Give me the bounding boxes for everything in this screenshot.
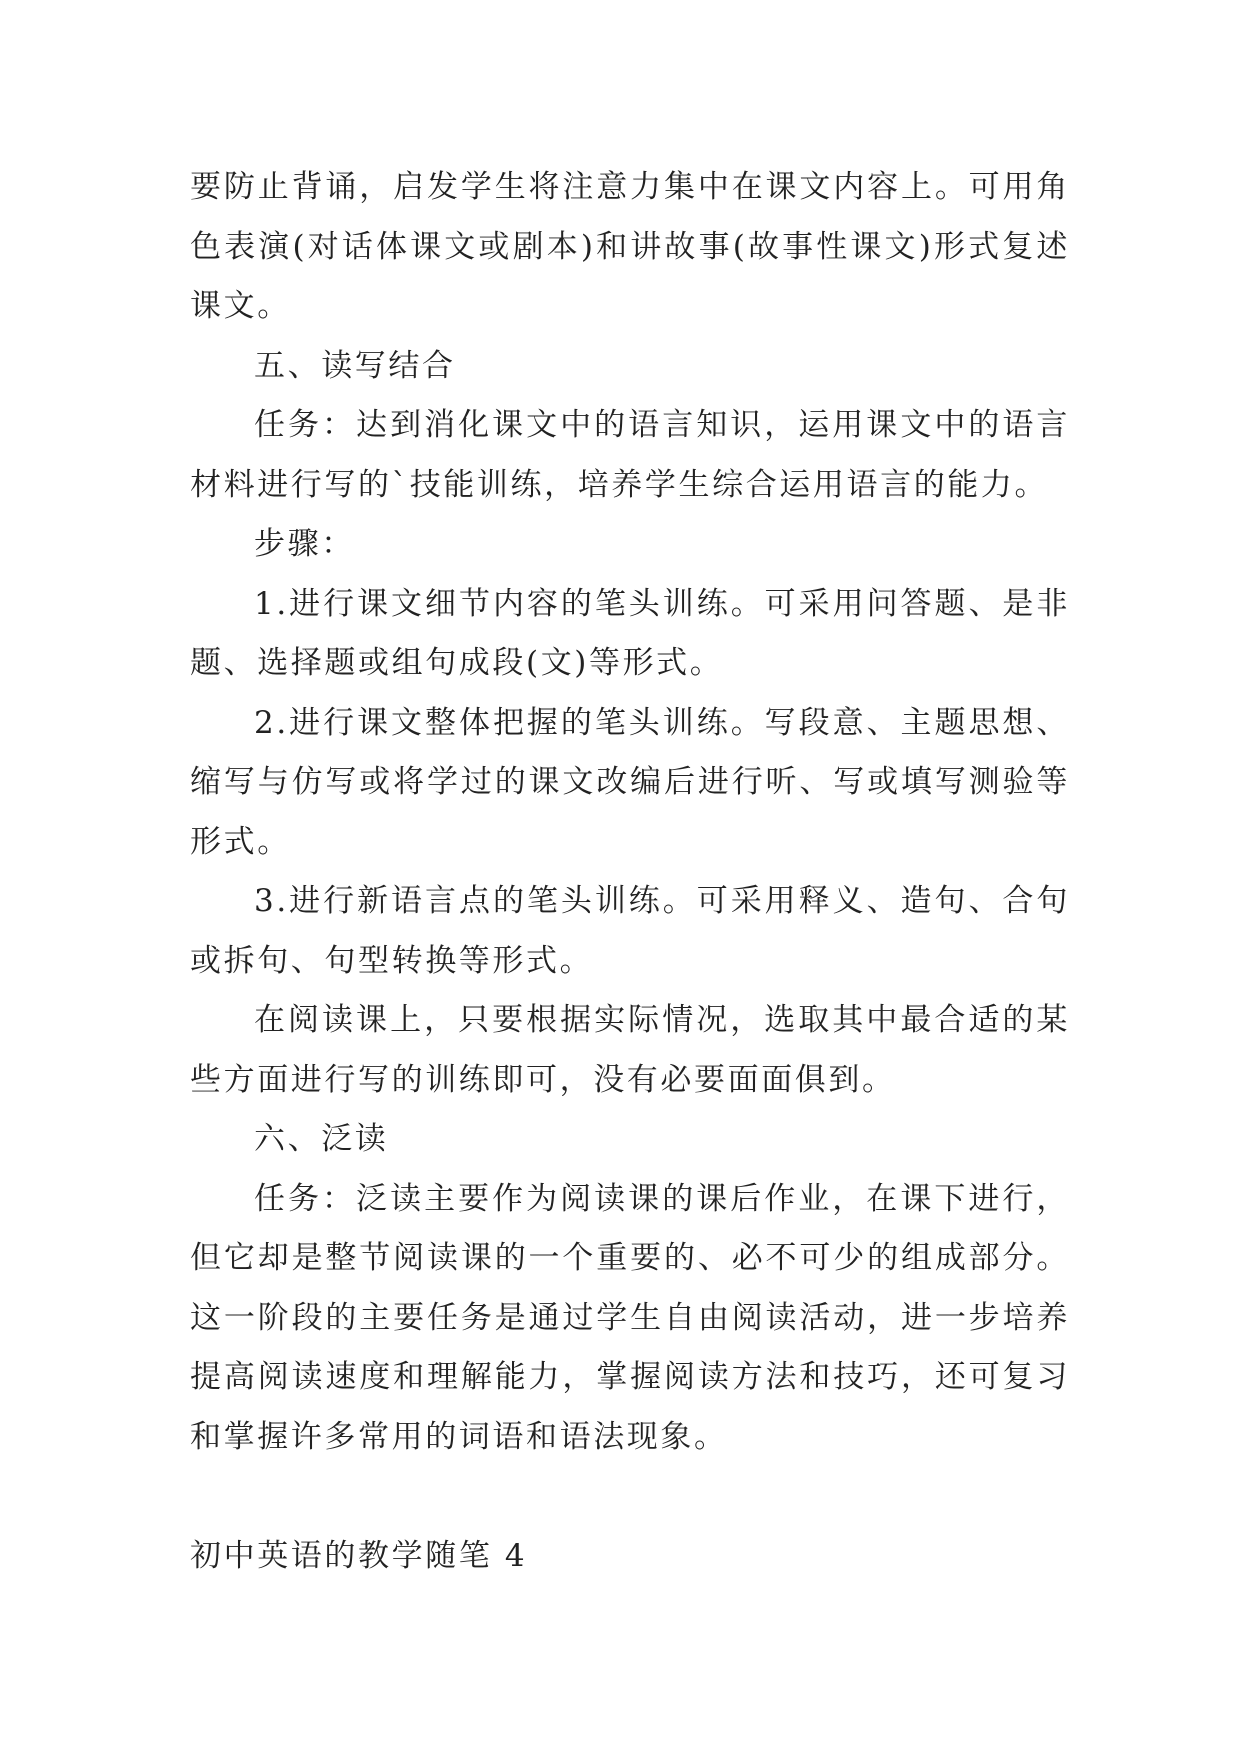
- spacer: [190, 1467, 1070, 1527]
- paragraph-retelling: 要防止背诵，启发学生将注意力集中在课文内容上。可用角色表演(对话体课文或剧本)和讲故事(故事性课文)形式复述课文。: [190, 169, 1070, 324]
- paragraph-step-2: 2.进行课文整体把握的笔头训练。写段意、主题思想、缩写与仿写或将学过的课文改编后进行听、写或填写测验等形式。: [190, 704, 1070, 860]
- paragraph-step-1: 1.进行课文细节内容的笔头训练。可采用问答题、是非题、选择题或组句成段(文)等形式。: [190, 585, 1070, 681]
- paragraph-step-3: 3.进行新语言点的笔头训练。可采用释义、造句、合句或拆句、句型转换等形式。: [190, 883, 1070, 979]
- document-page: [190, 158, 1070, 1586]
- paragraph-summary: 在阅读课上，只要根据实际情况，选取其中最合适的某些方面进行写的训练即可，没有必要面面俱到。: [190, 1002, 1070, 1098]
- paragraph-steps-label: 步骤：: [254, 526, 355, 562]
- section-heading-extensive-reading: 六、泛读: [254, 1121, 389, 1157]
- section-heading-reading-writing: 五、读写结合: [254, 347, 456, 384]
- article-title: 初中英语的教学随笔 4: [190, 1537, 528, 1574]
- paragraph-task: 任务：达到消化课文中的语言知识，运用课文中的语言材料进行写的`技能训练，培养学生综合运用语言的能力。: [190, 407, 1070, 503]
- paragraph-extensive-task: 任务：泛读主要作为阅读课的课后作业，在课下进行，但它却是整节阅读课的一个重要的、必不可少的组成部分。这一阶段的主要任务是通过学生自由阅读活动，进一步培养提高阅读速度和理解能力，掌握阅读方法和技巧，还可复习和掌握许多常用的词语和语法现象。: [190, 1180, 1070, 1455]
